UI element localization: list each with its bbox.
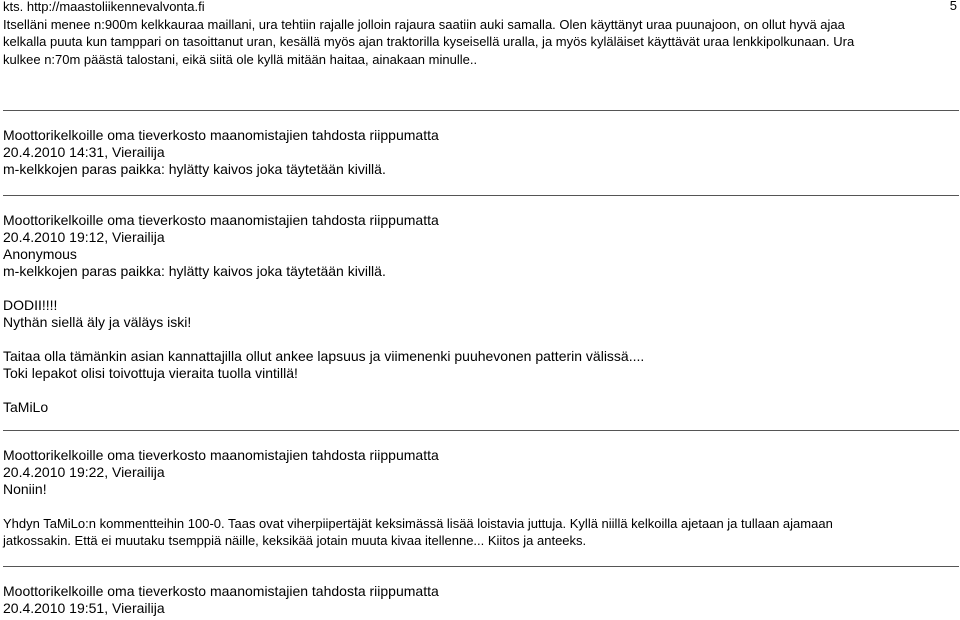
post-body-line: Yhdyn TaMiLo:n kommentteihin 100-0. Taas ovat viherpiipertäjät keksimässä lisää loistavia juttuja. Kyllä niillä kelkoilla ajetaan ja tullaan ajamaan [3,516,833,531]
post-body-line: Toki lepakot olisi toivottuja vieraita tuolla vintillä! [3,365,298,381]
post-body-line: jatkossakin. Että ei muutaku tsemppiä näille, keksikää jotain muuta kivaa itellenne... Kiitos ja anteeks. [3,533,587,548]
intro-line: kelkalla puuta kun tamppari on tasoittanut uran, kesällä myös ajan traktorilla kyseisellä uralla, ja myös kyläläiset käyttävät uraa lenkkipolkunaan. Ura [3,34,855,49]
post-meta: 20.4.2010 19:12, Vierailija [3,229,165,245]
post-body-line: Anonymous [3,246,77,262]
separator [3,430,959,431]
comment-post [3,447,953,549]
post-meta: 20.4.2010 19:22, Vierailija [3,464,165,480]
page-number: 5 [949,0,957,13]
post-meta: 20.4.2010 14:31, Vierailija [3,144,165,160]
intro-text [3,0,953,68]
post-title: Moottorikelkoille oma tieverkosto maanomistajien tahdosta riippumatta [3,127,439,143]
post-body-line: m-kelkkojen paras paikka: hylätty kaivos joka täytetään kivillä. [3,161,386,177]
post-body-line: Nythän siellä äly ja väläys iski! [3,314,192,330]
separator [3,110,959,111]
separator [3,566,959,567]
post-signature: TaMiLo [3,399,49,415]
intro-line: kts. http://maastoliikennevalvonta.fi [3,0,205,14]
comment-post [3,127,953,178]
intro-line: Itselläni menee n:900m kelkkauraa maillani, ura tehtiin rajalle jolloin rajaura saatiin auki samalla. Olen käyttänyt uraa puunajoon, on ollut hyvä ajaa [3,16,845,32]
post-body-line: Taitaa olla tämänkin asian kannattajilla ollut ankee lapsuus ja viimenenki puuhevonen patterin välissä.... [3,348,645,364]
post-title: Moottorikelkoille oma tieverkosto maanomistajien tahdosta riippumatta [3,212,439,228]
post-body-line: DODII!!!! [3,297,58,313]
post-body-line: Noniin! [3,481,47,497]
intro-line: kulkee n:70m päästä talostani, eikä siitä ole kyllä mitään haitaa, ainakaan minulle.. [3,51,478,67]
comment-post [3,212,953,416]
post-title: Moottorikelkoille oma tieverkosto maanomistajien tahdosta riippumatta [3,583,439,599]
post-body-line: m-kelkkojen paras paikka: hylätty kaivos joka täytetään kivillä. [3,263,386,279]
post-title: Moottorikelkoille oma tieverkosto maanomistajien tahdosta riippumatta [3,447,439,463]
separator [3,195,959,196]
comment-post [3,583,953,617]
post-meta: 20.4.2010 19:51, Vierailija [3,600,165,616]
